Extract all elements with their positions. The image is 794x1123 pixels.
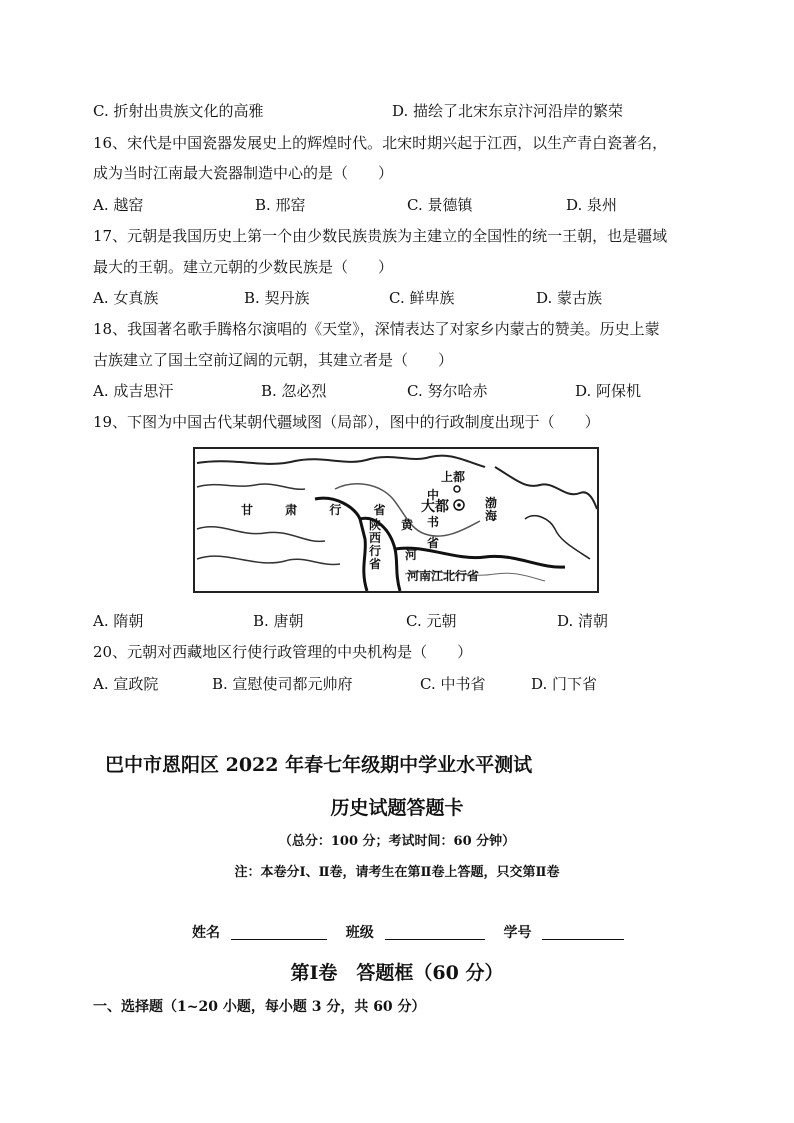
answer-sheet-title: 巴中市恩阳区 2022 年春七年级期中学业水平测试 [105,754,533,776]
score-time-note: （总分：100 分；考试时间：60 分钟） [278,834,516,849]
q18-stem-line1: 18、我国著名歌手腾格尔演唱的《天堂》，深情表达了对家乡内蒙古的赞美。历史上蒙 [93,320,660,338]
label-gansu-province: 甘 肃 行 省 [241,503,400,517]
name-label: 姓名 [192,925,220,941]
map-drawing [195,449,597,591]
q16-stem-line2: 成为当时江南最大瓷器制造中心的是（ ） [93,164,394,182]
q17-option-a: A. 女真族 [93,289,159,307]
q18-option-d: D. 阿保机 [575,382,642,400]
q15-option-c: C. 折射出贵族文化的高雅 [93,102,264,120]
label-shangdu: 上都 [441,470,466,484]
class-label: 班级 [345,925,374,941]
answer-sheet-subtitle: 历史试题答题卡 [330,797,464,819]
q20-option-d: D. 门下省 [531,675,598,693]
q16-option-b: B. 邢窑 [255,196,306,214]
section-one-title: 第Ⅰ卷 答题框（60 分） [290,962,504,984]
q19-option-a: A. 隋朝 [93,612,144,630]
q18-option-a: A. 成吉思汗 [93,382,174,400]
label-dadu: 大都 [421,499,449,515]
label-sheng: 省 [427,536,440,550]
label-shu: 书 [427,515,440,529]
q17-option-b: B. 契丹族 [244,289,310,307]
label-huang: 黄 [401,518,414,532]
q15-option-d: D. 描绘了北宋东京汴河沿岸的繁荣 [392,102,624,120]
q18-option-b: B. 忽必烈 [261,382,327,400]
yuan-territory-map [193,447,599,593]
q20-option-a: A. 宣政院 [93,675,159,693]
q19-option-b: B. 唐朝 [253,612,304,630]
q18-stem-line2: 古族建立了国土空前辽阔的元朝，其建立者是（ ） [93,351,454,369]
q19-option-c: C. 元朝 [406,612,457,630]
q18-option-c: C. 努尔哈赤 [407,382,488,400]
student-id-label: 学号 [503,925,532,941]
q20-option-b: B. 宣慰使司都元帅府 [212,675,353,693]
q17-stem-line2: 最大的王朝。建立元朝的少数民族是（ ） [93,258,394,276]
label-he: 河 [405,548,418,562]
class-field[interactable] [385,925,485,940]
name-field[interactable] [231,925,327,940]
q16-option-a: A. 越窑 [93,196,144,214]
instructions-note: 注：本卷分Ⅰ、Ⅱ卷，请考生在第Ⅱ卷上答题，只交第Ⅱ卷 [234,865,560,880]
q20-option-c: C. 中书省 [420,675,486,693]
q19-option-d: D. 清朝 [557,612,609,630]
q17-option-d: D. 蒙古族 [536,289,603,307]
label-bohai: 渤海 [485,496,498,523]
q16-option-c: C. 景德镇 [407,196,473,214]
label-zhong: 中 [427,488,440,502]
q19-stem: 19、下图为中国古代某朝代疆域图（局部），图中的行政制度出现于（ ） [93,413,600,431]
q17-stem-line1: 17、元朝是我国历史上第一个由少数民族贵族为主建立的全国性的统一王朝，也是疆域 [93,227,668,245]
multiple-choice-heading: 一、选择题（1~20 小题，每小题 3 分，共 60 分） [93,999,426,1015]
label-henan-jiangbei: 河南江北行省 [407,569,480,583]
q17-option-c: C. 鲜卑族 [389,289,455,307]
student-info-row [192,922,624,942]
label-shaanxi-province: 陕西行省 [369,518,382,571]
q16-option-d: D. 泉州 [566,196,618,214]
q20-stem: 20、元朝对西藏地区行使行政管理的中央机构是（ ） [93,643,473,661]
student-id-field[interactable] [542,925,624,940]
q16-stem-line1: 16、宋代是中国瓷器发展史上的辉煌时代。北宋时期兴起于江西，以生产青白瓷著名， [93,134,668,152]
